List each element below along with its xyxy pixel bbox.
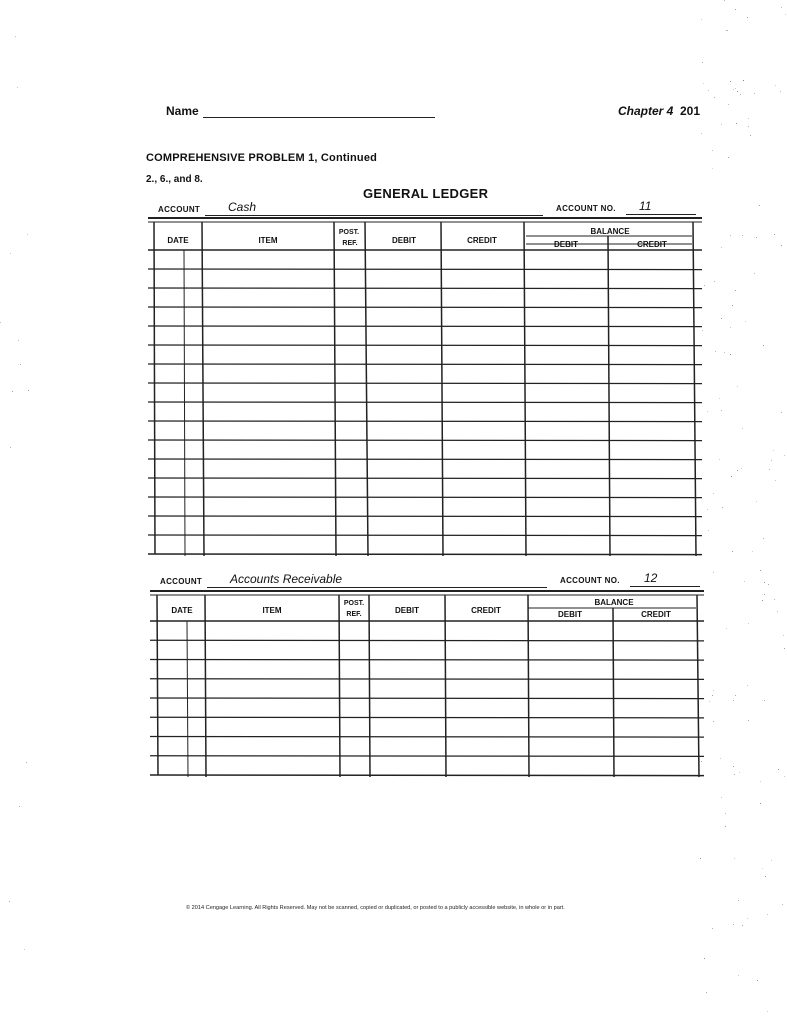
account-no-line xyxy=(630,586,700,587)
account-no-label: ACCOUNT NO. xyxy=(556,204,616,213)
account-name-cash[interactable]: Cash xyxy=(228,200,257,214)
requirements-label: 2., 6., and 8. xyxy=(146,174,203,185)
col-post-ref-2: REF. xyxy=(342,240,358,247)
account-name-receivable[interactable]: Accounts Receivable xyxy=(230,572,343,586)
ledger-title: GENERAL LEDGER xyxy=(363,186,489,201)
ledger-row[interactable] xyxy=(148,535,702,536)
ledger-row[interactable] xyxy=(150,756,704,757)
page-number: 201 xyxy=(680,104,701,118)
account-label: ACCOUNT xyxy=(160,577,203,586)
col-post-ref-1: POST. xyxy=(338,229,360,236)
col-debit: DEBIT xyxy=(395,606,419,615)
name-label: Name xyxy=(166,104,199,118)
ledger-row[interactable] xyxy=(150,679,704,680)
ledger-row[interactable] xyxy=(148,345,702,346)
name-field-line[interactable] xyxy=(203,117,435,118)
ledger-row[interactable] xyxy=(148,288,702,289)
col-balance: BALANCE xyxy=(590,227,630,236)
account-no-label: ACCOUNT NO. xyxy=(560,576,620,585)
copyright-footer: © 2014 Cengage Learning. All Rights Reserved. May not be scanned, copied or duplicated, or posted to a publicly accessible website, in whole or in part. xyxy=(186,905,565,911)
col-balance-debit: DEBIT xyxy=(558,610,582,619)
ledger-row[interactable] xyxy=(150,717,704,718)
ledger-row[interactable] xyxy=(148,459,702,460)
ledger-row[interactable] xyxy=(148,440,702,441)
ledger-row[interactable] xyxy=(150,660,704,661)
ledger-row[interactable] xyxy=(150,640,704,641)
col-item: ITEM xyxy=(262,606,282,615)
ledger-row[interactable] xyxy=(148,307,702,308)
ledger-row[interactable] xyxy=(148,478,702,479)
ledger-row[interactable] xyxy=(148,402,702,403)
ledger-table-receivable xyxy=(144,589,708,781)
account-no-cash[interactable]: 11 xyxy=(639,199,652,213)
ledger-row[interactable] xyxy=(148,421,702,422)
col-item: ITEM xyxy=(258,236,278,245)
col-debit: DEBIT xyxy=(392,236,416,245)
account-no-line xyxy=(626,214,696,215)
col-post-ref-1: POST. xyxy=(343,600,365,607)
ledger-row[interactable] xyxy=(150,775,704,776)
account-no-receivable[interactable]: 12 xyxy=(644,571,658,585)
col-balance: BALANCE xyxy=(594,598,634,607)
problem-title: COMPREHENSIVE PROBLEM 1, Continued xyxy=(146,152,378,164)
ledger-table-cash xyxy=(140,216,706,562)
ledger-row[interactable] xyxy=(148,497,702,498)
col-balance-debit: DEBIT xyxy=(554,240,578,249)
col-credit: CREDIT xyxy=(471,606,501,615)
col-balance-credit: CREDIT xyxy=(637,240,667,249)
ledger-row[interactable] xyxy=(148,326,702,327)
col-balance-credit: CREDIT xyxy=(641,610,671,619)
ledger-row[interactable] xyxy=(148,269,702,270)
account-label: ACCOUNT xyxy=(158,205,201,214)
chapter-label: Chapter 4 xyxy=(618,104,674,118)
ledger-row[interactable] xyxy=(150,698,704,699)
col-date: DATE xyxy=(171,606,193,615)
ledger-row[interactable] xyxy=(148,364,702,365)
col-date: DATE xyxy=(167,236,189,245)
ledger-row[interactable] xyxy=(148,383,702,384)
col-post-ref-2: REF. xyxy=(346,611,362,618)
ledger-row[interactable] xyxy=(150,737,704,738)
ledger-row[interactable] xyxy=(148,554,702,555)
account-name-line xyxy=(207,587,547,588)
ledger-row[interactable] xyxy=(148,516,702,517)
col-credit: CREDIT xyxy=(467,236,497,245)
